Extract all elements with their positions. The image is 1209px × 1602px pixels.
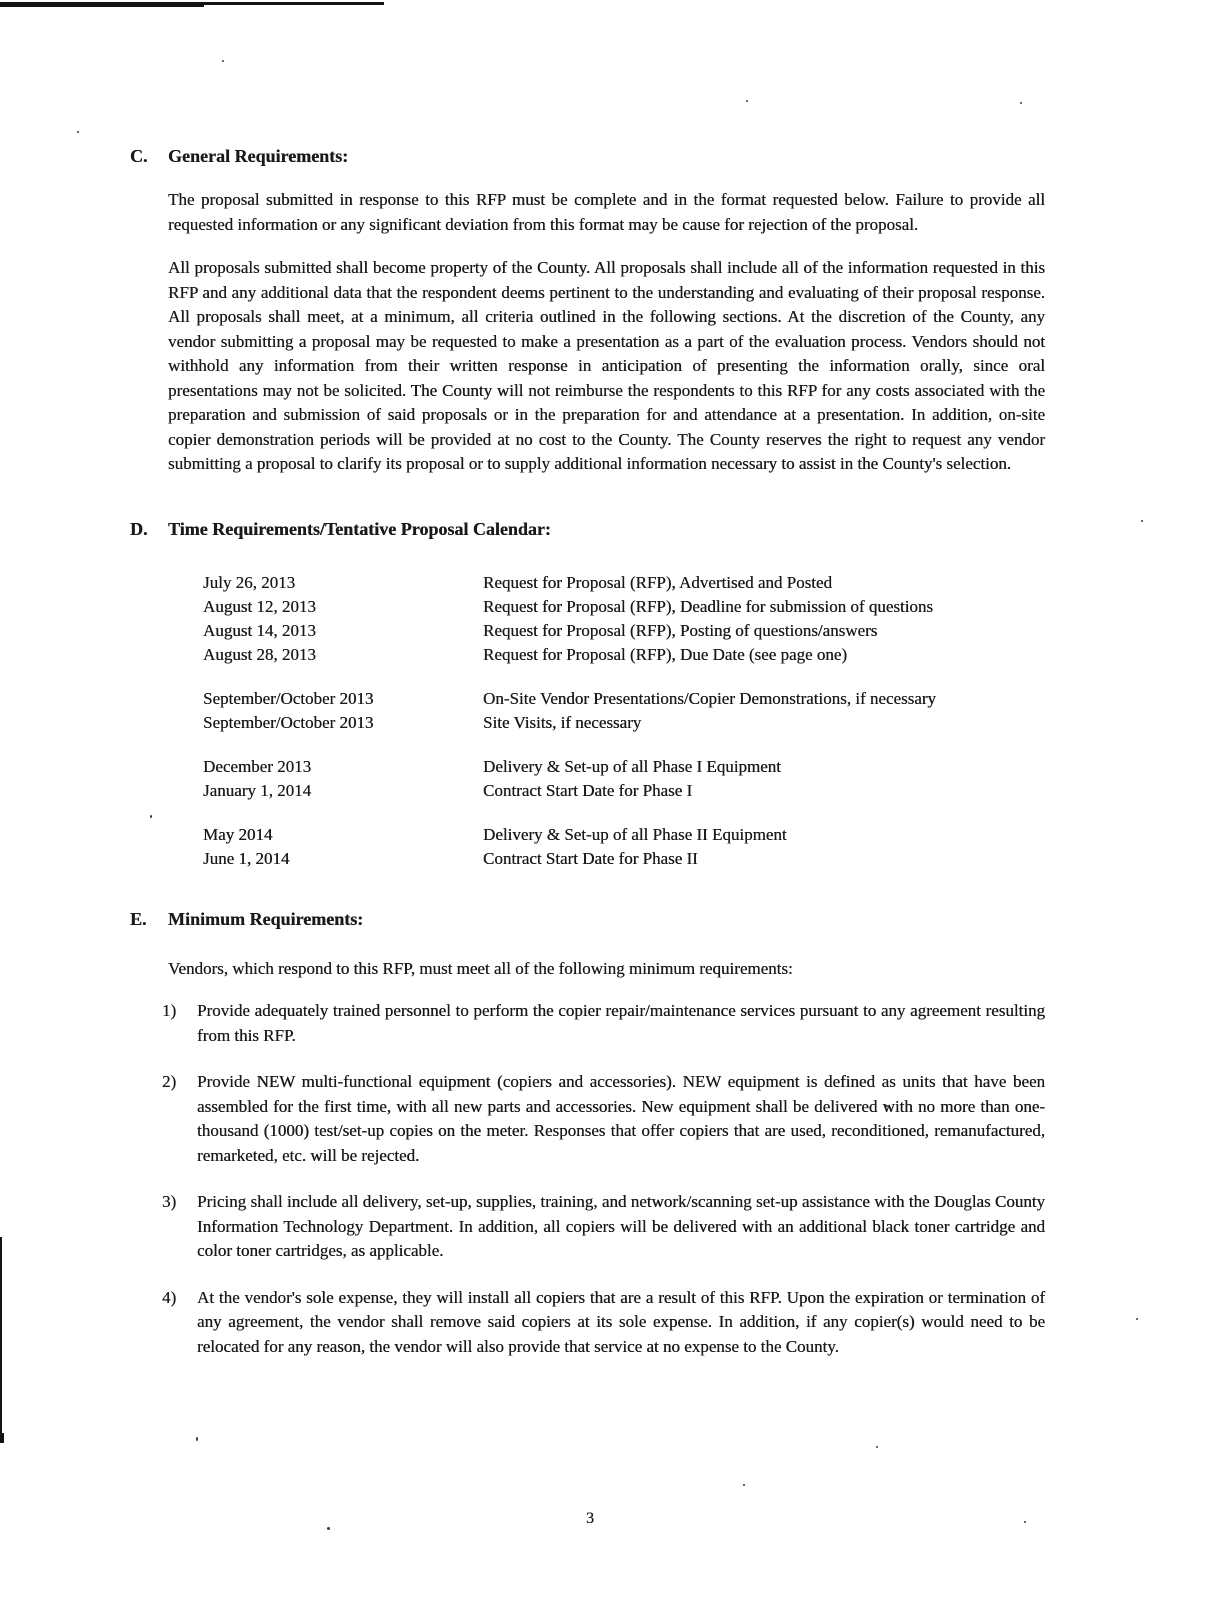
calendar-row [203,823,1045,847]
calendar-row [203,847,1045,871]
document-content [130,144,1045,1381]
calendar-event: On-Site Vendor Presentations/Copier Demonstrations, if necessary [483,688,936,708]
section-letter: D. [130,518,148,539]
calendar-row [203,755,1045,779]
calendar-row [203,711,1045,735]
calendar-row [203,619,1045,643]
list-item [162,1070,1045,1168]
section-letter: C. [130,146,148,166]
section-title: Minimum Requirements: [168,908,364,929]
section-heading-time-requirements [130,517,1045,541]
page-number: 3 [586,1510,594,1527]
calendar-date: August 12, 2013 [203,596,316,616]
calendar-date: August 28, 2013 [203,644,316,664]
list-item-text: Provide adequately trained personnel to perform the copier repair/maintenance services pursuant to any agreement resulting from this RFP. [197,1001,1045,1045]
scan-artifact-left-line [0,1237,2,1443]
requirements-list [162,999,1045,1359]
calendar-event: Request for Proposal (RFP), Posting of questions/answers [483,620,878,640]
calendar-date: July 26, 2013 [203,572,296,592]
calendar-date: January 1, 2014 [203,780,312,800]
calendar-event: Contract Start Date for Phase II [483,848,698,868]
calendar-group [203,687,1045,735]
calendar-row [203,779,1045,803]
scan-artifact-top-bar-thin [204,2,384,5]
scan-artifact-top-bar [0,2,204,7]
calendar-date: September/October 2013 [203,688,374,708]
calendar-date: August 14, 2013 [203,620,316,640]
section-title: General Requirements: [168,146,349,166]
scan-speckle [222,60,224,62]
list-item-text: Pricing shall include all delivery, set-up, supplies, training, and network/scanning set-up assistance with the Douglas County Information Technology Department. In addition, all copiers will be delivered with an additional black toner cartridge and color toner cartridges, as applicable. [197,1192,1045,1260]
scan-artifact-left-line-blip [0,1433,4,1443]
scan-speckle [1136,1318,1138,1320]
calendar-row [203,687,1045,711]
paragraph: All proposals submitted shall become property of the County. All proposals shall include all of the information requested in this RFP and any additional data that the respondent deems pertinent to the understanding and evaluating of their proposal response. All proposals shall meet, at a minimum, all criteria outlined in the following sections. At the discretion of the County, any vendor submitting a proposal may be requested to make a presentation as a part of the evaluation process. Vendors should not withhold any information from their written response in anticipation of presenting the information orally, since oral presentations may not be solicited. The County will not reimburse the respondents to this RFP for any costs associated with the preparation and submission of said proposals or in the preparation for and attendance at a presentation. In addition, on-site copier demonstration periods will be provided at no cost to the County. The County reserves the right to request any vendor submitting a proposal to clarify its proposal or to supply additional information necessary to assist in the County's selection. [168,258,1045,473]
calendar-row [203,643,1045,667]
scan-speckle [746,100,748,102]
scan-speckle [1020,102,1022,104]
calendar-date: December 2013 [203,756,312,776]
scan-speckle [327,1527,330,1530]
list-item-text: At the vendor's sole expense, they will install all copiers that are a result of this RFP. Upon the expiration or termination of any agreement, the vendor shall remove said copiers at its sole expense. In addition, if any copier(s) would need to be relocated for any reason, the vendor will also provide that service at no expense to the County. [197,1287,1045,1356]
calendar-event: Delivery & Set-up of all Phase II Equipment [483,824,787,844]
calendar-group [203,755,1045,803]
scan-speckle [743,1484,745,1486]
calendar-group [203,571,1045,667]
calendar-event: Request for Proposal (RFP), Deadline for submission of questions [483,596,933,616]
scan-speckle [1141,520,1143,522]
list-item [162,1286,1045,1360]
calendar-group [203,823,1045,871]
list-item-marker: 2) [162,1072,177,1091]
list-item-marker: 3) [162,1192,177,1211]
scan-speckle [196,1437,198,1441]
section-letter: E. [130,908,147,929]
calendar-event: Contract Start Date for Phase I [483,780,693,800]
calendar-event: Delivery & Set-up of all Phase I Equipment [483,756,781,776]
calendar-row [203,595,1045,619]
calendar-date: June 1, 2014 [203,848,290,868]
calendar-event: Request for Proposal (RFP), Due Date (see page one) [483,644,847,664]
list-item-marker: 4) [162,1287,177,1307]
list-item-marker: 1) [162,1001,177,1020]
calendar-row [203,571,1045,595]
calendar-date: May 2014 [203,824,273,844]
list-item [162,999,1045,1048]
requirements-intro: Vendors, which respond to this RFP, must meet all of the following minimum requirements: [168,958,793,978]
section-title: Time Requirements/Tentative Proposal Calendar: [168,518,551,539]
list-item-text: Provide NEW multi-functional equipment (copiers and accessories). NEW equipment is defined as units that have been assembled for the first time, with all new parts and accessories. New equipment shall be delivered with no more than one-thousand (1000) test/set-up copies on the meter. Responses that offer copiers that are used, reconditioned, remanufactured, remarketed, etc. will be rejected. [197,1072,1045,1165]
scan-speckle [77,131,79,133]
section-heading-general-requirements [130,144,1045,168]
section-heading-minimum-requirements [130,907,1045,931]
calendar-date: September/October 2013 [203,712,374,732]
proposal-calendar [203,571,1045,871]
scan-speckle [1024,1521,1026,1523]
scan-speckle [876,1446,878,1448]
list-item [162,1190,1045,1264]
calendar-event: Request for Proposal (RFP), Advertised and Posted [483,572,832,592]
paragraph: The proposal submitted in response to this RFP must be complete and in the format requested below. Failure to provide all requested information or any significant deviation from this format may be cause for rejection of the proposal. [168,190,1045,234]
calendar-event: Site Visits, if necessary [483,712,642,732]
